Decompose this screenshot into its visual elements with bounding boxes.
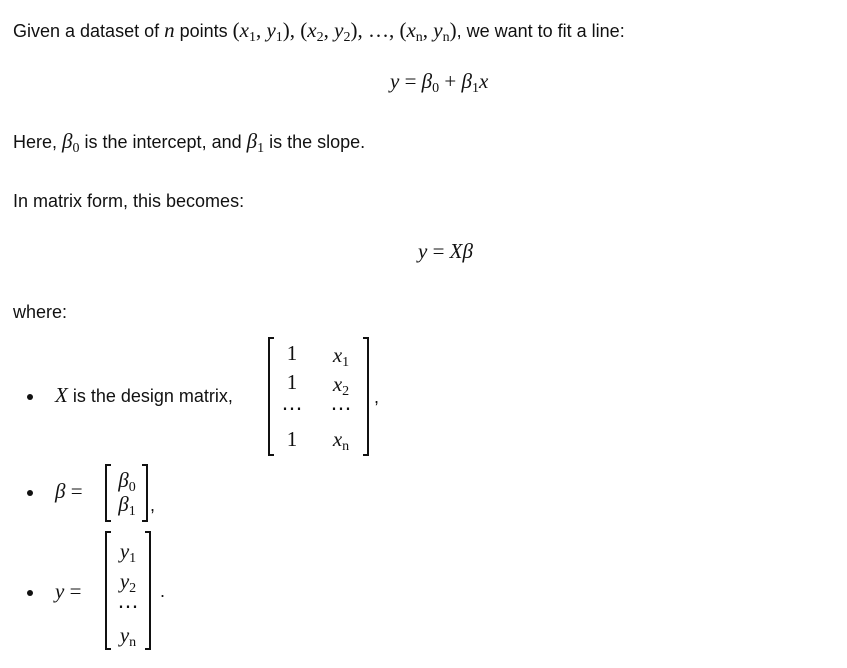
bullet-beta: β = [55, 479, 83, 503]
y-vector: $y_1$ $y_2$ ⋯ $y_n$ [105, 531, 151, 650]
matrix-intro: In matrix form, this becomes: [13, 191, 245, 211]
intro-line: Given a dataset of n points ($x_1$, $y_1$), ($x_2$, $y_2$), …, ($x_n$, $y_n$), we want to fit a line: [13, 18, 625, 45]
matrix-equation: y = Xβ [418, 239, 473, 263]
line-equation: $y = \beta_0 + \beta_1x$ [390, 69, 489, 96]
where-label: where: [13, 302, 68, 322]
design-matrix: 1 $x_1$ 1 $x_2$ ⋯ ⋯ 1 $x_n$ [268, 337, 369, 456]
beta0: $\beta_0$ [62, 129, 80, 156]
bullet-y: y = [55, 579, 82, 603]
bullet-icon [27, 394, 33, 400]
n-var: n [164, 18, 175, 42]
beta-vector: $\beta_0$ $\beta_1$ [105, 464, 148, 522]
points-list: ($x_1$, $y_1$), ($x_2$, $y_2$), …, ($x_n$, $y_n$) [232, 18, 457, 45]
bullet-design-matrix: X is the design matrix, [55, 383, 233, 407]
here-line: Here, $\beta_0$ is the intercept, and $\beta_1$ is the slope. [13, 129, 366, 156]
beta1: $\beta_1$ [246, 129, 265, 156]
bullet-icon [27, 490, 33, 496]
bullet-icon [27, 590, 33, 596]
